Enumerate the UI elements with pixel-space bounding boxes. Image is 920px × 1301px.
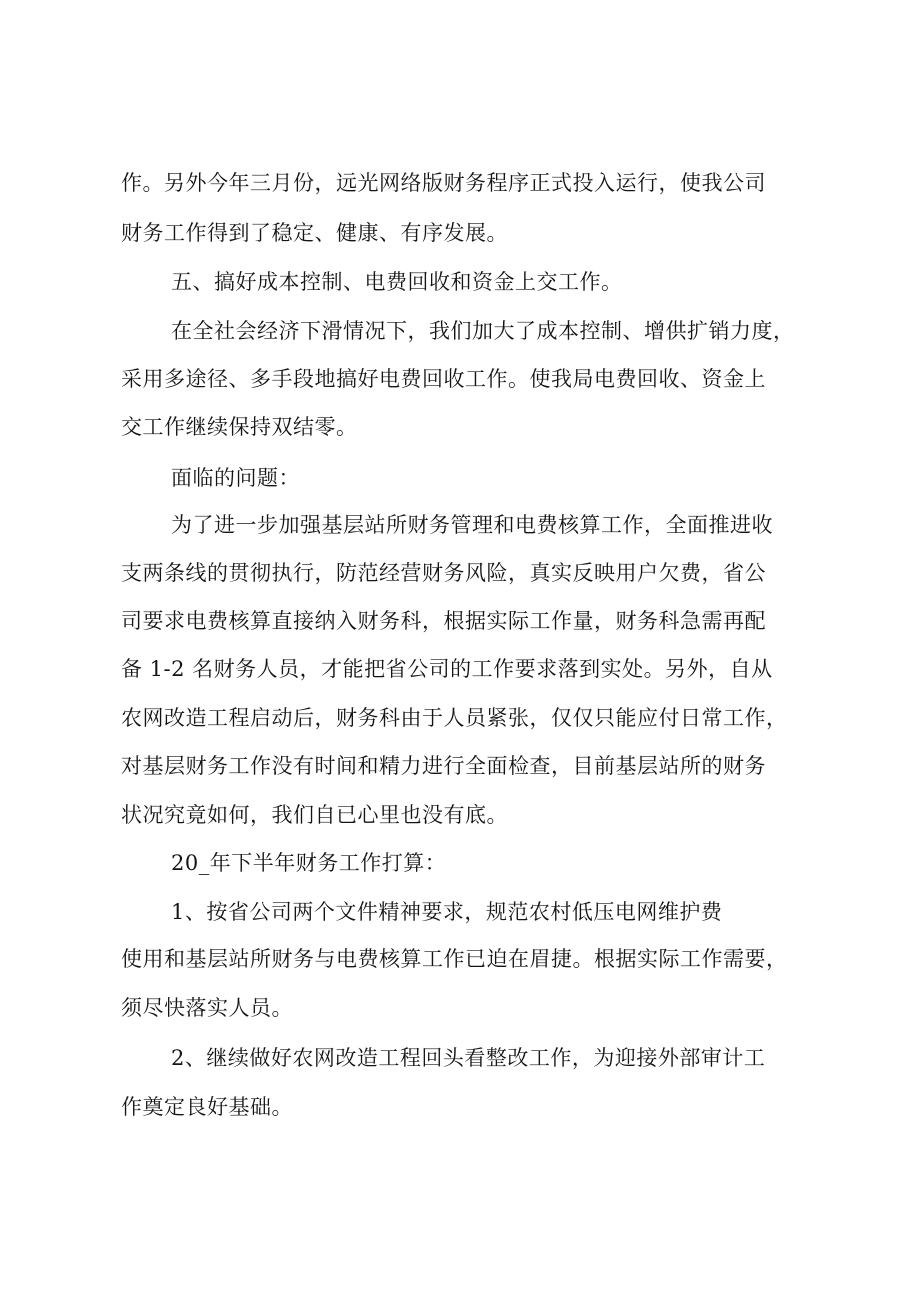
text-line: 2、继续做好农网改造工程回头看整改工作，为迎接外部审计工 [171, 1046, 766, 1070]
text-line: 采用多途径、多手段地搞好电费回收工作。使我局电费回收、资金上 [121, 367, 766, 391]
text-line: 须尽快落实人员。 [121, 996, 293, 1020]
text-line: 财务工作得到了稳定、健康、有序发展。 [121, 221, 508, 245]
text-line: 农网改造工程启动后，财务科由于人员紧张，仅仅只能应付日常工作， [121, 706, 788, 730]
text-line: 支两条线的贯彻执行，防范经营财务风险，真实反映用户欠费，省公 [121, 561, 766, 585]
text-line: 使用和基层站所财务与电费核算工作已迫在眉捷。根据实际工作需要， [121, 947, 788, 971]
text-line: 为了进一步加强基层站所财务管理和电费核算工作，全面推进收 [171, 513, 773, 537]
text-line: 备 1-2 名财务人员，才能把省公司的工作要求落到实处。另外，自从 [121, 657, 773, 681]
text-line: 对基层财务工作没有时间和精力进行全面检查，目前基层站所的财务 [121, 754, 766, 778]
text-line: 在全社会经济下滑情况下，我们加大了成本控制、增供扩销力度， [171, 319, 795, 343]
text-line: 作。另外今年三月份，远光网络版财务程序正式投入运行，使我公司 [121, 171, 766, 195]
text-line: 作奠定良好基础。 [121, 1095, 293, 1119]
section-heading: 20_年下半年财务工作打算： [171, 851, 447, 875]
text-line: 交工作继续保持双结零。 [121, 415, 358, 439]
text-line: 1、按省公司两个文件精神要求，规范农村低压电网维护费 [171, 900, 723, 924]
text-line: 状况究竟如何，我们自已心里也没有底。 [121, 803, 508, 827]
section-heading: 五、搞好成本控制、电费回收和资金上交工作。 [171, 270, 623, 294]
section-heading: 面临的问题： [171, 466, 300, 490]
text-line: 司要求电费核算直接纳入财务科，根据实际工作量，财务科急需再配 [121, 609, 766, 633]
